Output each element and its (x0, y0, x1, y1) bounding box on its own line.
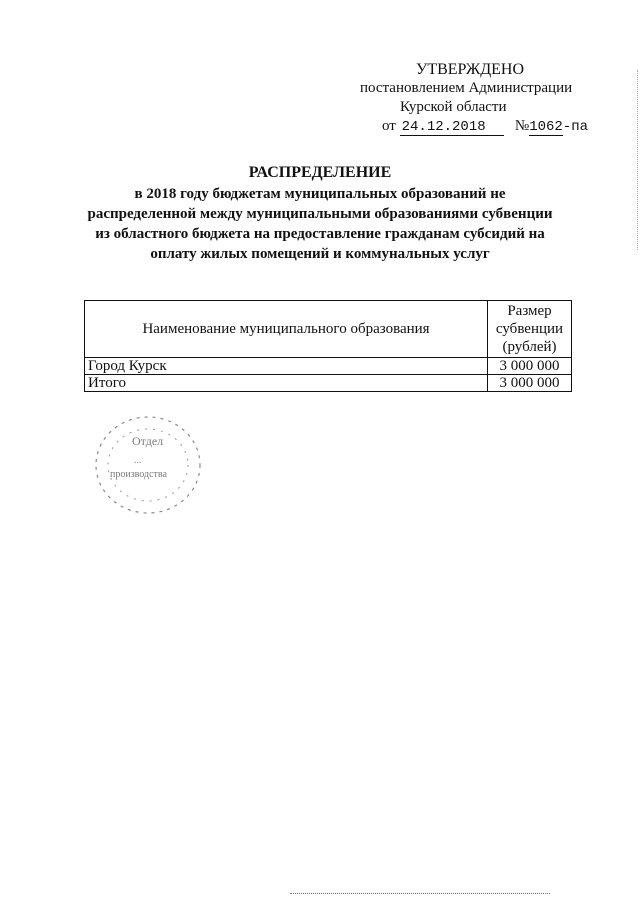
table-row (85, 375, 572, 392)
heading-body: в 2018 году бюджетам муниципальных образований не распределенной между муниципальными образованиями субвенции из областного бюджета на предоставление гражданам субсидий на оплату жилых помещений и коммунальных услуг (87, 186, 553, 262)
document-heading (80, 163, 560, 264)
scan-edge-marks (633, 70, 638, 250)
table-header-row (85, 301, 572, 358)
approval-number: 1062 (529, 119, 563, 135)
header-size: Размер субвенции (рублей) (488, 301, 572, 358)
row-name: Итого (85, 375, 488, 392)
stamp-line-1: Отдел (132, 434, 164, 448)
approval-date-number (360, 117, 600, 137)
scan-bottom-line (290, 893, 550, 894)
official-stamp (88, 405, 213, 525)
row-value: 3 000 000 (488, 358, 572, 375)
stamp-line-3: производства (110, 469, 167, 480)
distribution-table (84, 300, 572, 392)
approval-title: УТВЕРЖДЕНО (416, 61, 525, 78)
number-prefix: № (514, 118, 530, 134)
row-value: 3 000 000 (488, 375, 572, 392)
approval-region: Курской области (400, 99, 507, 115)
stamp-graphic (88, 405, 213, 525)
header-name: Наименование муниципального образования (85, 301, 488, 358)
approval-date: 24.12.2018 (400, 119, 504, 136)
table-row (85, 358, 572, 375)
approval-block (360, 60, 600, 137)
number-suffix: -па (562, 119, 589, 135)
row-name: Город Курск (85, 358, 488, 375)
approval-authority: постановлением Администрации (360, 80, 573, 96)
date-prefix: от (382, 118, 396, 134)
stamp-line-2: ... (134, 455, 142, 466)
heading-title: РАСПРЕДЕЛЕНИЕ (248, 164, 392, 181)
